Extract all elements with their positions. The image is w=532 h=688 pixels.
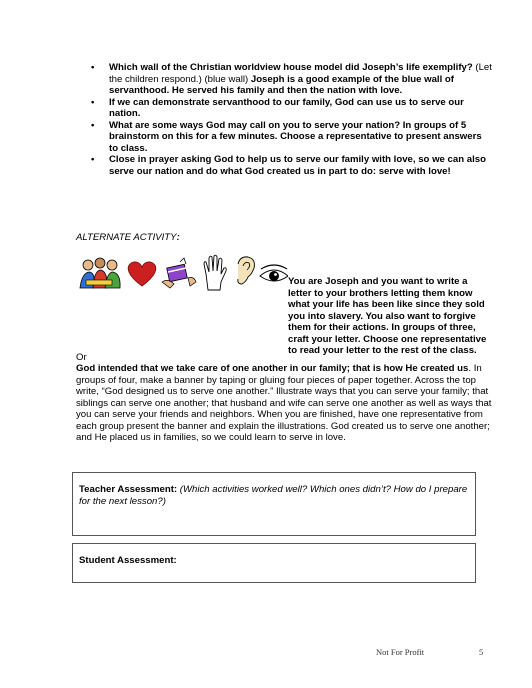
bullet-item [76, 97, 492, 120]
teacher-assessment-label: Teacher Assessment: [79, 484, 178, 495]
page-number: 5 [479, 647, 484, 657]
bullet-bold-text: If we can demonstrate servanthood to our family, God can use us to serve our nation. [109, 96, 464, 119]
student-assessment-label: Student Assessment: [79, 555, 177, 566]
bullet-bold-text: What are some ways God may call on you to serve your nation? In groups of 5 brainstorm on this for a few minutes. Choose a representative to present answers to class. [109, 119, 482, 154]
bullet-glyph: • [91, 62, 95, 73]
teacher-assessment-box[interactable] [72, 472, 476, 536]
bullet-item [76, 120, 492, 155]
banner-body-text: . In groups of four, make a banner by taping or gluing four pieces of paper together. Across the top write, “God designed us to serve one another.” Illustrate ways that you can serve your family; that siblings can serve one another; that husband and wife can serve one another as well as ways that you can serve your friends and neighbors. When you are finished, have one representative from each group present the banner and explain the illustrations. God created us to serve one another; and He placed us in families, so we could learn to serve in love. [76, 363, 492, 443]
bullet-glyph: • [91, 154, 95, 165]
alternate-activity-text [76, 276, 490, 357]
discussion-bullet-list [76, 62, 492, 177]
bullet-normal-text: (Let the children respond.) (blue wall) [109, 62, 492, 85]
bullet-item [76, 62, 492, 97]
banner-activity-paragraph [76, 363, 492, 444]
student-assessment-box[interactable] [72, 543, 476, 583]
alternate-activity-paragraph: You are Joseph and you want to write a letter to your brothers letting them know what your life has been like since they sold you into slavery. You also want to forgive them for their actions. In groups of three, craft your letter. Choose one representative to read your letter to the rest of the class. [288, 276, 487, 356]
bullet-bold-text: Close in prayer asking God to help us to serve our family with love, so we can also serve our nation and do what God created us in part to do: serve with love! [109, 154, 486, 177]
or-label: Or [76, 352, 87, 363]
bullet-bold-text: Which wall of the Christian worldview house model did Joseph’s life exemplify? [109, 62, 473, 73]
bullet-bold-text: Joseph is a good example of the blue wall of servanthood. He served his family and then the nation with love. [109, 73, 454, 96]
bullet-glyph: • [91, 119, 95, 131]
bullet-item [76, 154, 492, 177]
banner-bold-lead: God intended that we take care of one another in our family; that is how He created us [76, 363, 469, 374]
alternate-activity-heading: ALTERNATE ACTIVITY: [76, 232, 180, 243]
bullet-glyph: • [91, 96, 95, 108]
teacher-assessment-prompt: (Which activities worked well? Which ones didn’t? How do I prepare for the next lesson?) [79, 484, 468, 507]
footer-label: Not For Profit [376, 647, 425, 657]
